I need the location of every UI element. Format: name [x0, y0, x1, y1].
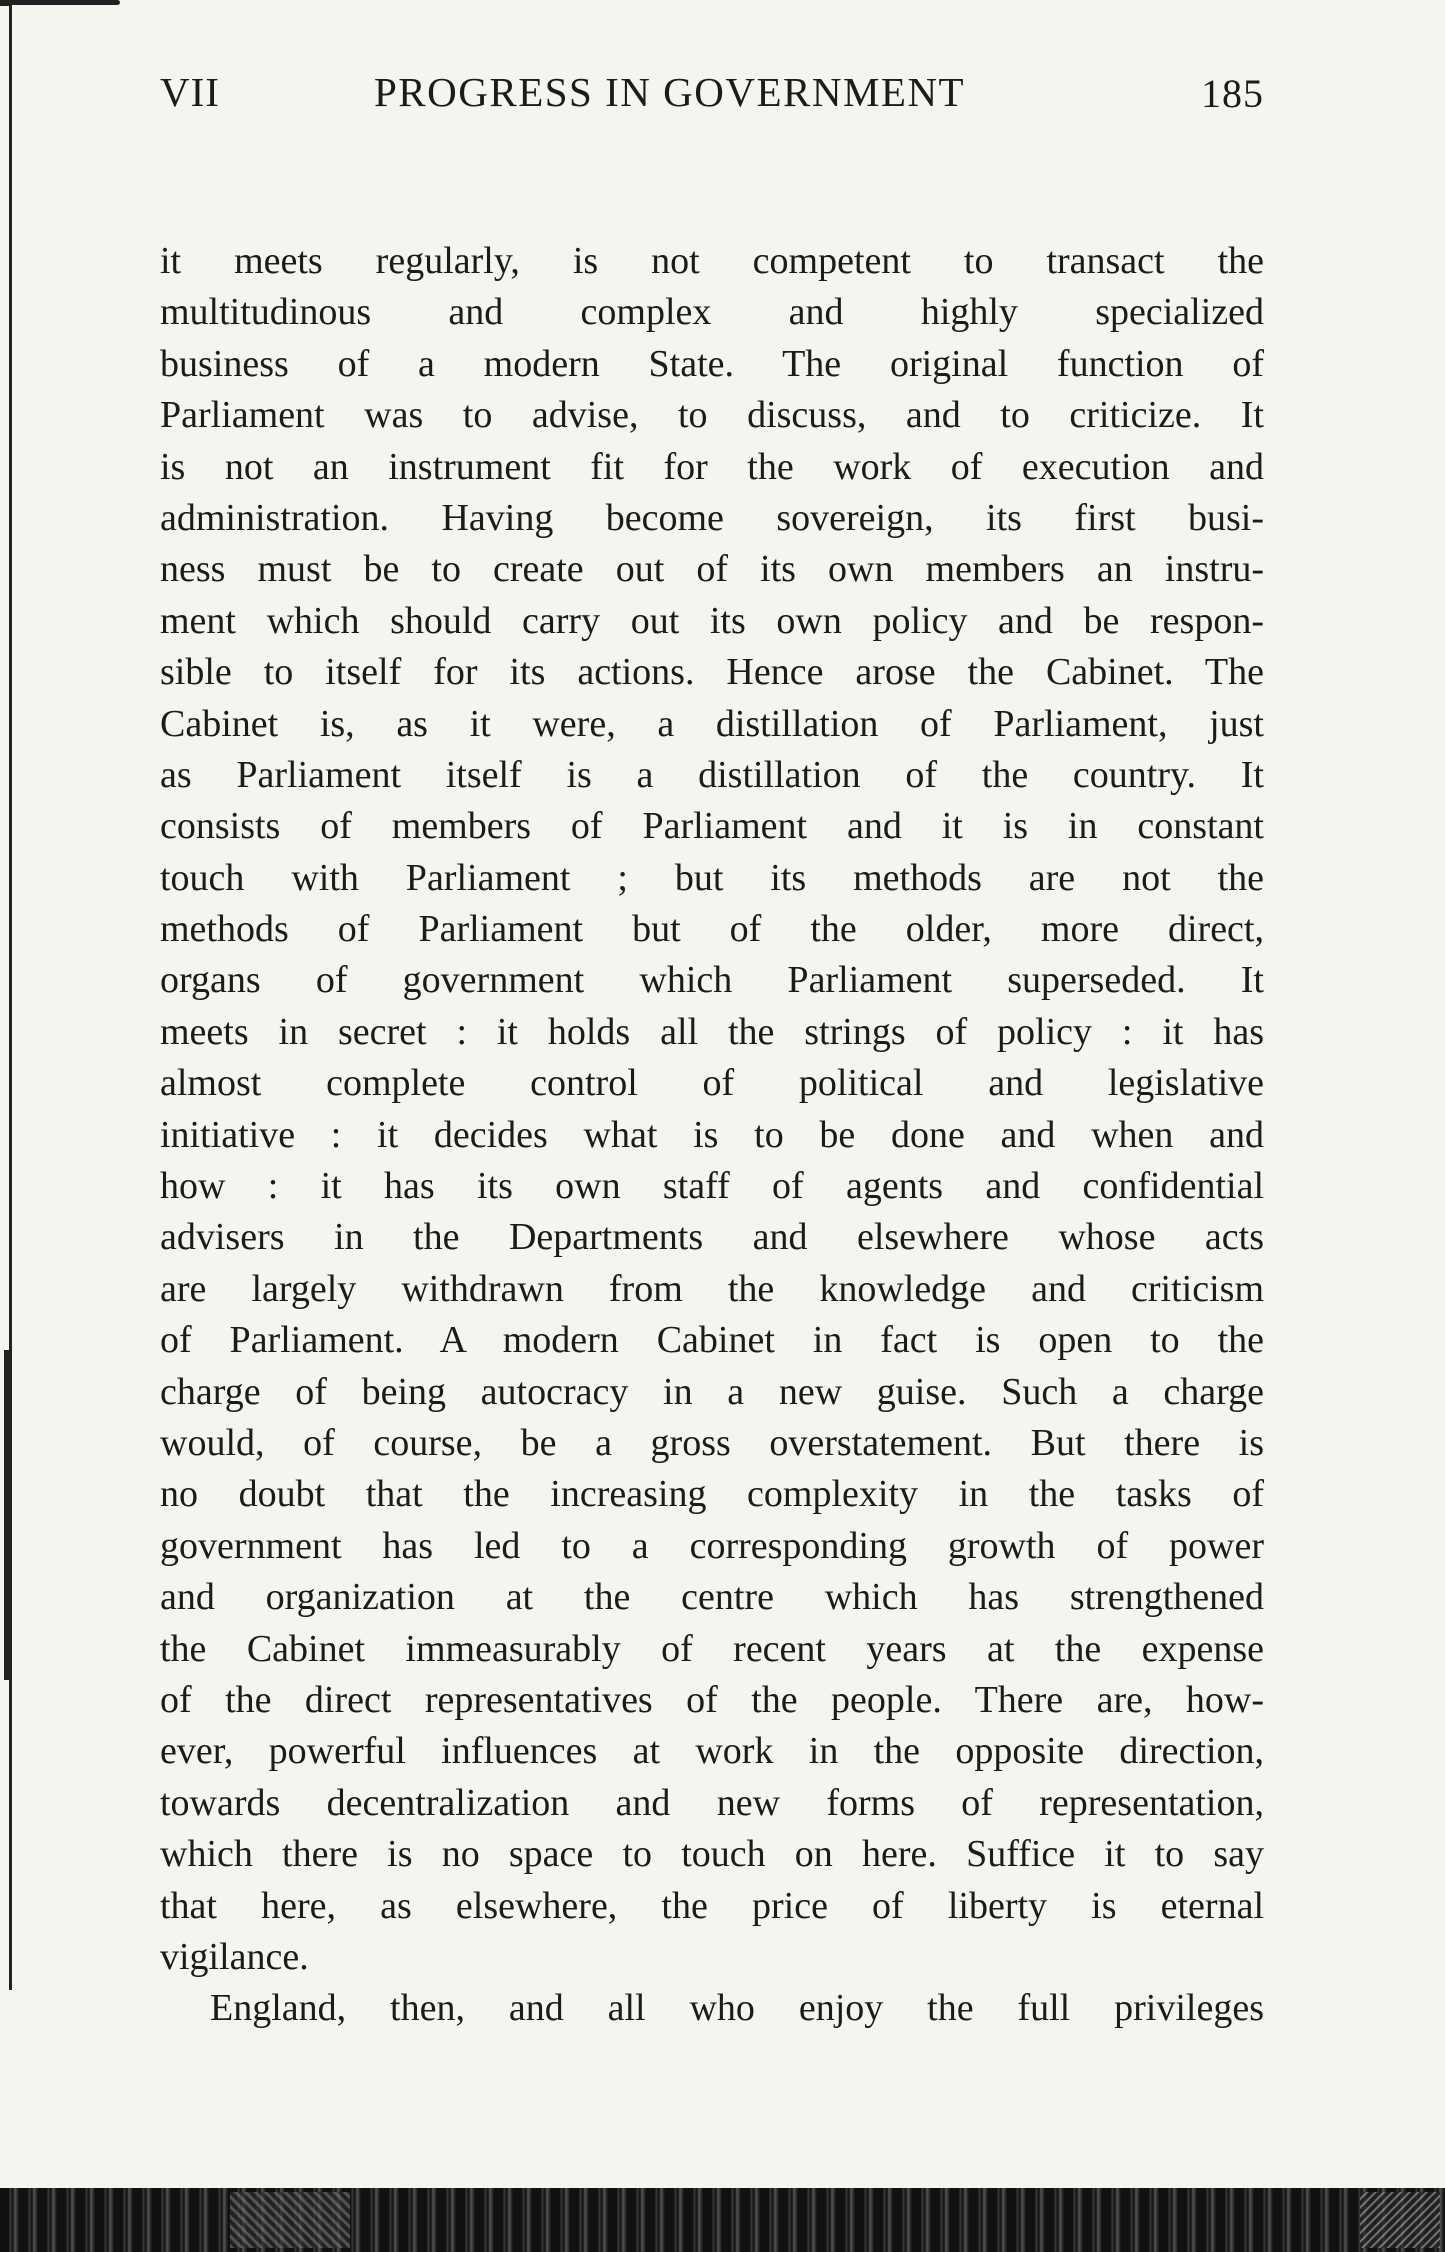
text-line: are largely withdrawn from the knowledge and criticism [160, 1267, 1264, 1310]
text-line: ness must be to create out of its own members an instru- [160, 548, 1264, 591]
text-line: vigilance. [160, 1935, 309, 1978]
text-line: government has led to a corresponding growth of power [160, 1524, 1264, 1567]
text-line: organs of government which Parliament superseded. It [160, 959, 1264, 1002]
text-line: multitudinous and complex and highly specialized [160, 291, 1264, 334]
text-line: which there is no space to touch on here. Suffice it to say [160, 1833, 1264, 1876]
text-line: touch with Parliament ; but its methods are not the [160, 856, 1264, 899]
text-line: that here, as elsewhere, the price of liberty is eternal [160, 1884, 1264, 1927]
text-line: charge of being autocracy in a new guise. Such a charge [160, 1370, 1264, 1413]
text-line: it meets regularly, is not competent to transact the [160, 240, 1264, 282]
running-title: PROGRESS IN GOVERNMENT [374, 69, 966, 115]
text-line: towards decentralization and new forms of representation, [160, 1781, 1264, 1824]
text-line: of Parliament. A modern Cabinet in fact is open to the [160, 1319, 1264, 1362]
text-line: almost complete control of political and legislative [160, 1062, 1264, 1105]
text-line: ment which should carry out its own policy and be respon- [160, 599, 1264, 642]
scan-edge [0, 2188, 1445, 2252]
text-line: methods of Parliament but of the older, more direct, [160, 908, 1264, 951]
binding-shadow [4, 1350, 10, 1680]
text-line: sible to itself for its actions. Hence arose the Cabinet. The [160, 651, 1264, 694]
text-line: and organization at the centre which has strengthened [160, 1576, 1264, 1619]
text-line: no doubt that the increasing complexity in the tasks of [160, 1473, 1264, 1516]
text-line: advisers in the Departments and elsewhere whose acts [160, 1216, 1264, 1259]
text-line: initiative : it decides what is to be done and when and [160, 1113, 1264, 1156]
text-line: the Cabinet immeasurably of recent years at the expense [160, 1627, 1264, 1670]
text-line: consists of members of Parliament and it is in constant [160, 805, 1264, 848]
text-line: meets in secret : it holds all the strings of policy : it has [160, 1010, 1264, 1053]
text-line: ever, powerful influences at work in the opposite direction, [160, 1730, 1264, 1773]
paragraph-start-line: England, then, and all who enjoy the full privileges [210, 1987, 1264, 2030]
book-page [160, 60, 1264, 2030]
text-line: how : it has its own staff of agents and confidential [160, 1165, 1264, 1208]
scan-noise [230, 2192, 350, 2248]
text-line: would, of course, be a gross overstatement. But there is [160, 1421, 1264, 1464]
text-line: is not an instrument fit for the work of execution and [160, 445, 1264, 488]
scan-noise [1360, 2192, 1440, 2248]
binding-edge [0, 0, 12, 1990]
text-line: business of a modern State. The original function of [160, 342, 1264, 385]
body-text [160, 236, 1264, 2035]
binding-corner [0, 0, 120, 5]
text-line: Cabinet is, as it were, a distillation of Parliament, just [160, 702, 1264, 745]
text-line: Parliament was to advise, to discuss, and to criticize. It [160, 394, 1264, 437]
chapter-number: VII [160, 69, 220, 115]
text-line: as Parliament itself is a distillation of the country. It [160, 753, 1264, 796]
text-line: administration. Having become sovereign, its first busi- [160, 496, 1264, 539]
text-line: of the direct representatives of the people. There are, how- [160, 1678, 1264, 1721]
running-head [160, 60, 1264, 124]
page-number: 185 [1201, 71, 1264, 116]
